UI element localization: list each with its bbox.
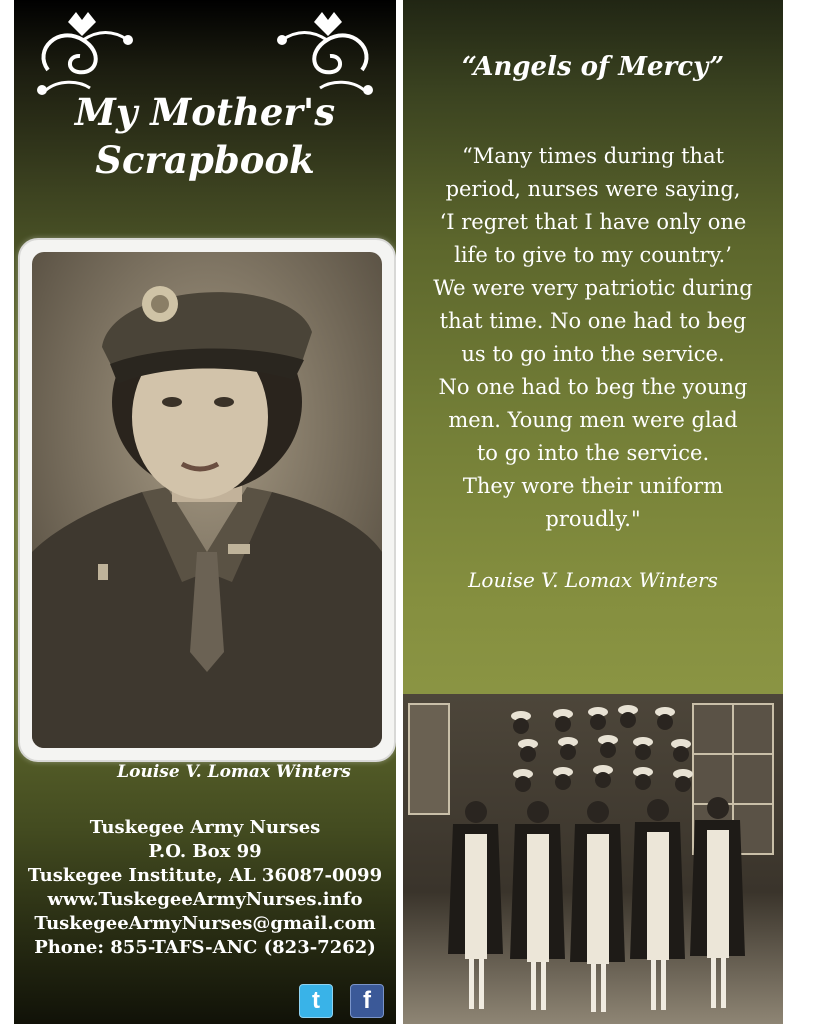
quote-line: proudly." (545, 507, 641, 531)
quote-line: life to give to my country.’ (454, 243, 732, 267)
quote-line: period, nurses were saying, (445, 177, 741, 201)
scrapbook-title-line1: My Mother's (74, 90, 336, 134)
contact-website-link[interactable]: www.TuskegeeArmyNurses.info (47, 889, 363, 910)
left-bookmark (14, 0, 396, 1024)
contact-block (14, 816, 396, 960)
quote-heading: “Angels of Mercy” (461, 52, 725, 82)
quote-line: that time. No one had to beg (439, 309, 747, 333)
portrait-photo (32, 252, 382, 748)
quote-line: No one had to beg the young (438, 375, 748, 399)
quote-line: They wore their uniform (462, 474, 724, 498)
portrait-caption: Louise V. Lomax Winters (117, 762, 351, 782)
quote-author: Louise V. Lomax Winters (468, 568, 718, 592)
quote-line: us to go into the service. (461, 342, 725, 366)
portrait-frame (18, 238, 396, 762)
contact-po-box: P.O. Box 99 (148, 841, 262, 862)
right-bookmark (403, 0, 783, 1024)
contact-org: Tuskegee Army Nurses (89, 817, 321, 838)
quote-text (403, 140, 783, 536)
scrapbook-title-line2: Scrapbook (95, 138, 315, 182)
quote-line: to go into the service. (476, 441, 710, 465)
quote-line: We were very patriotic during (433, 276, 753, 300)
quote-line: ‘I regret that I have only one (439, 210, 747, 234)
contact-email-link[interactable]: TuskegeeArmyNurses@gmail.com (34, 913, 376, 934)
flourish-ornament-right (272, 10, 382, 100)
nurses-group-photo (403, 694, 783, 1024)
quote-line: “Many times during that (461, 144, 725, 168)
contact-phone: Phone: 855-TAFS-ANC (823-7262) (34, 937, 376, 958)
flourish-ornament-left (28, 10, 138, 100)
contact-city: Tuskegee Institute, AL 36087-0099 (27, 865, 383, 886)
quote-line: men. Young men were glad (448, 408, 738, 432)
facebook-icon[interactable]: f (350, 984, 384, 1018)
twitter-icon[interactable]: t (299, 984, 333, 1018)
